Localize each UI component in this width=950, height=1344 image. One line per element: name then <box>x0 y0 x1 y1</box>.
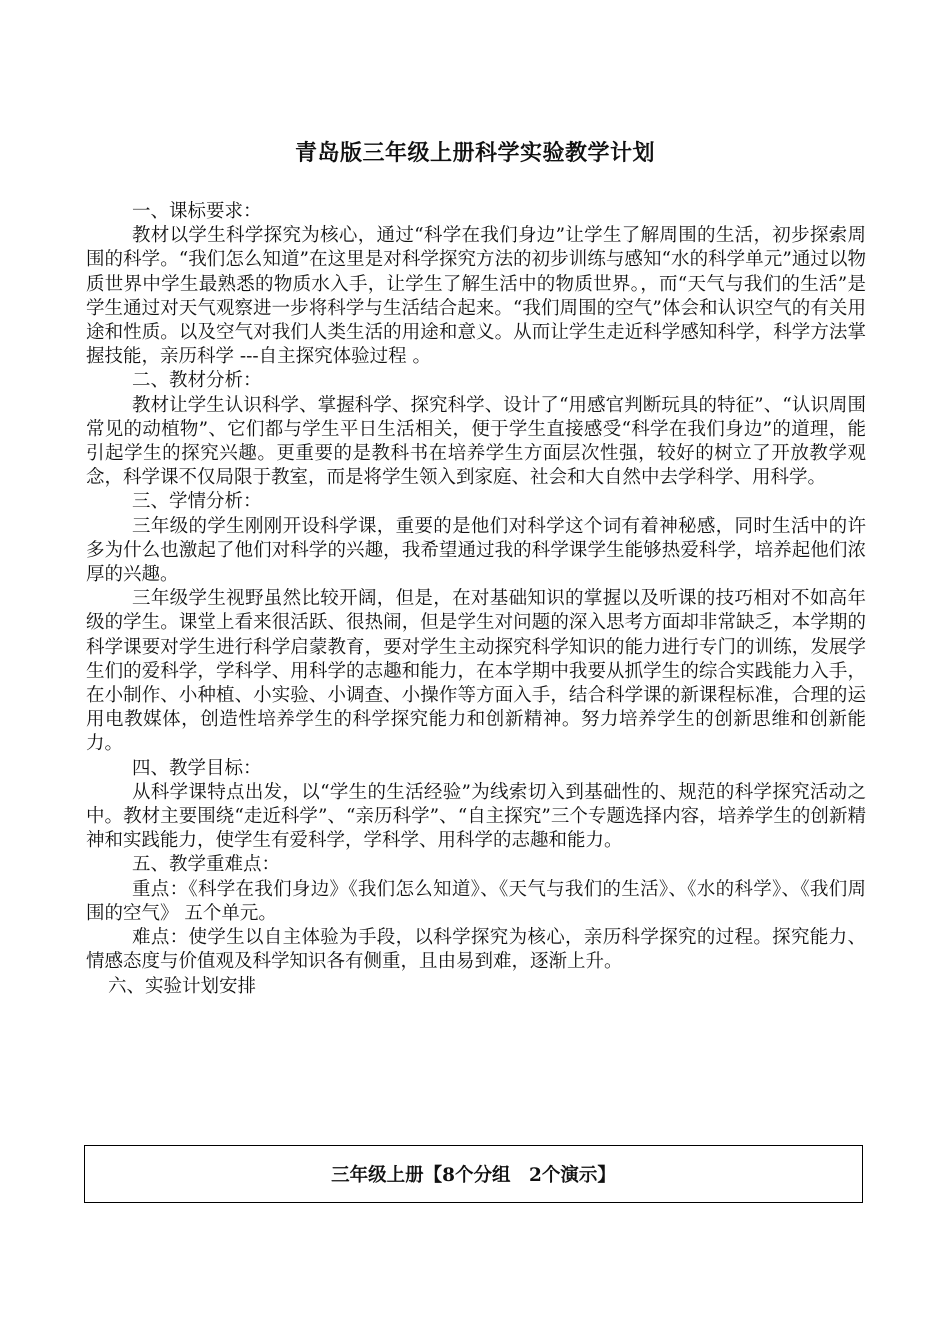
paragraph: 教材让学生认识科学、掌握科学、探究科学、设计了“用感官判断玩具的特征”、“认识周围常见的动植物”、它们都与学生平日生活相关，便于学生直接感受“科学在我们身边”的道理，能引起学生的探究兴趣。更重要的是教科书在培养学生方面层次性强，较好的树立了开放教学观念，科学课不仅局限于教室，而是将学生领入到家庭、社会和大自然中去学科学、用科学。 <box>86 394 866 489</box>
paragraph: 重点：《科学在我们身边》《我们怎么知道》、《天气与我们的生活》、《水的科学》、《我们周围的空气》 五个单元。 <box>86 878 866 924</box>
paragraph: 从科学课特点出发，以“学生的生活经验”为线索切入到基础性的、规范的科学探究活动之中。教材主要围绕“走近科学”、“亲历科学”、“自主探究”三个专题选择内容，培养学生的创新精神和实践能力，使学生有爱科学，学科学、用科学的志趣和能力。 <box>86 781 866 852</box>
section-heading: 一、课标要求： <box>132 201 262 222</box>
section-heading: 三、学情分析： <box>132 491 262 513</box>
section-heading: 五、教学重难点： <box>132 854 281 876</box>
paragraph: 三年级的学生刚刚开设科学课，重要的是他们对科学这个词有着神秘感，同时生活中的许多为什么也激起了他们对科学的兴趣，我希望通过我的科学课学生能够热爱科学，培养起他们浓厚的兴趣。 <box>86 515 866 586</box>
document-body <box>86 200 866 999</box>
section-heading: 六、实验计划安排 <box>108 975 257 997</box>
table-header-text: 三年级上册【8个分组 2个演示】 <box>331 1165 616 1186</box>
document-title: 青岛版三年级上册科学实验教学计划 <box>294 140 655 166</box>
table-header-cell <box>84 1145 863 1203</box>
paragraph: 难点：使学生以自主体验为手段，以科学探究为核心，亲历科学探究的过程。探究能力、情感态度与价值观及科学知识各有侧重，且由易到难，逐渐上升。 <box>86 927 866 973</box>
section-heading: 二、教材分析： <box>132 370 262 392</box>
paragraph: 教材以学生科学探究为核心，通过“科学在我们身边”让学生了解周围的生活，初步探索周围的科学。“我们怎么知道”在这里是对科学探究方法的初步训练与感知“水的科学单元”通过以物质世界中学生最熟悉的物质水入手，让学生了解生活中的物质世界。，而“天气与我们的生活”是学生通过对天气观察进一步将科学与生活结合起来。“我们周围的空气”体会和认识空气的有关用途和性质。以及空气对我们人类生活的用途和意义。从而让学生走近科学感知科学，科学方法掌握技能，亲历科学 ---自主探究体验过程 。 <box>86 225 866 368</box>
section-heading: 四、教学目标： <box>132 757 262 779</box>
paragraph: 三年级学生视野虽然比较开阔，但是，在对基础知识的掌握以及听课的技巧相对不如高年级的学生。课堂上看来很活跃、很热闹，但是学生对问题的深入思考方面却非常缺乏，本学期的科学课要对学生进行科学启蒙教育，要对学生主动探究科学知识的能力进行专门的训练，发展学生们的爱科学，学科学、用科学的志趣和能力，在本学期中我要从抓学生的综合实践能力入手，在小制作、小种植、小实验、小调查、小操作等方面入手，结合科学课的新课程标准，合理的运用电教媒体，创造性培养学生的科学探究能力和创新精神。努力培养学生的创新思维和创新能力。 <box>86 588 866 755</box>
